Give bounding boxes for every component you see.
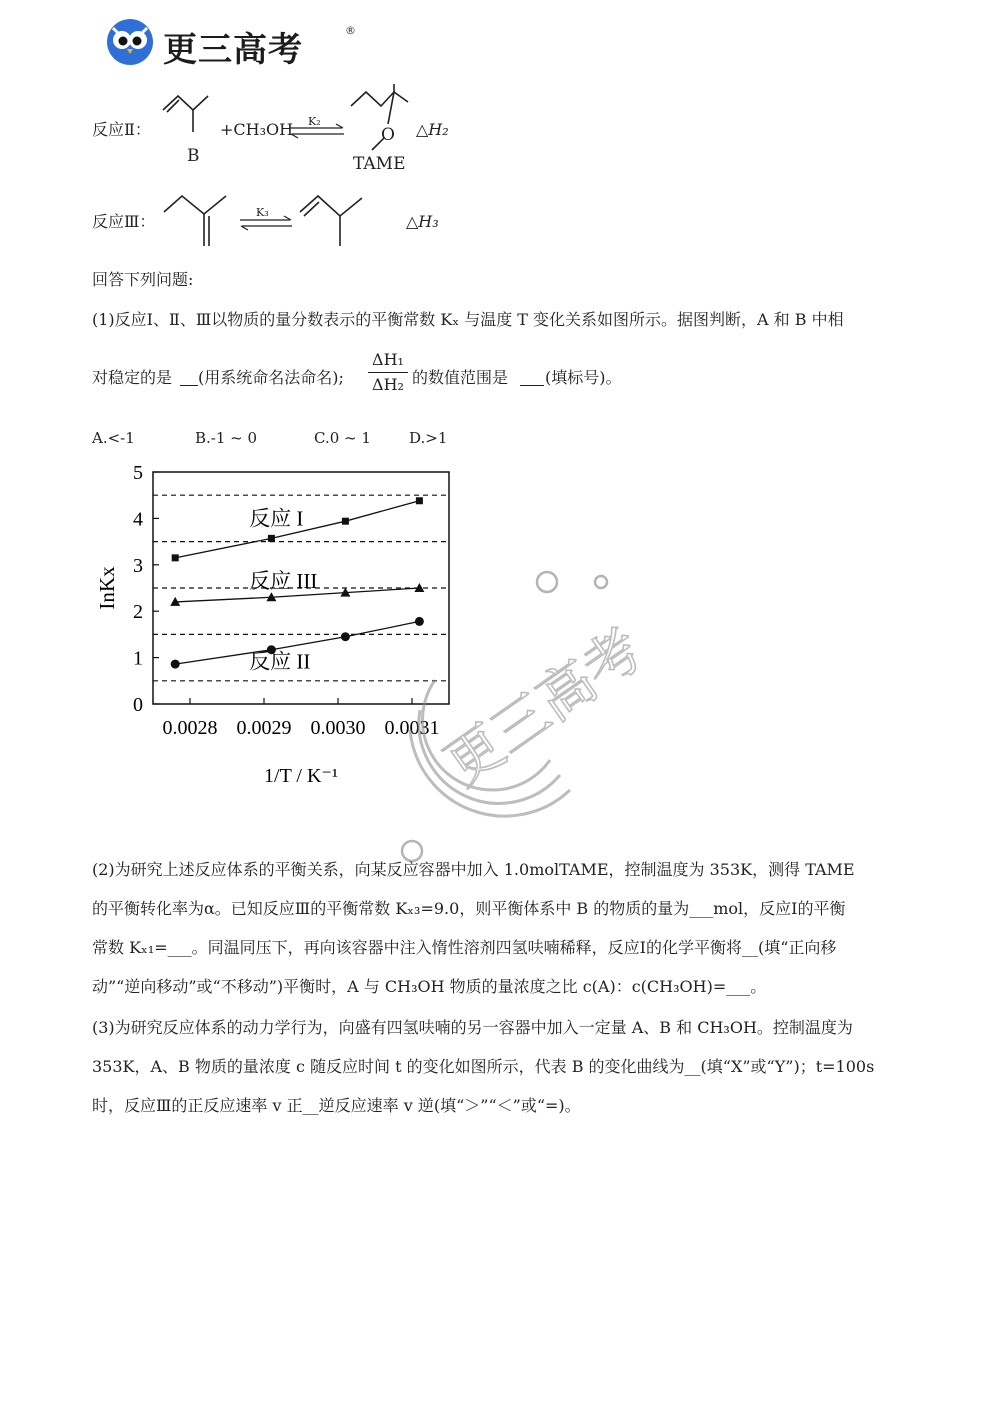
series-0-point-3 <box>416 497 423 504</box>
watermark-text: 更三高考 <box>435 618 655 798</box>
reaction3-label: 反应Ⅲ： <box>92 212 156 231</box>
fraction-numerator: ΔH₁ <box>372 350 404 369</box>
molecule-b-label: B <box>187 146 200 166</box>
q1-line2-b: (用系统命名法命名); <box>198 368 344 387</box>
q2-line4: 动”“逆向移动”或“不移动”)平衡时，A 与 CH₃OH 物质的量浓度之比 c(A)：c(CH₃OH)=___。 <box>92 977 767 996</box>
molecule-b-structure-2 <box>296 190 372 250</box>
dh-ratio-fraction <box>368 350 408 395</box>
reaction2-dh: △H₂ <box>416 120 449 139</box>
q1-line2-c: 的数值范围是 <box>412 368 509 387</box>
q1-option-d: D.>1 <box>409 429 448 447</box>
tame-oxygen-label: O <box>381 125 395 145</box>
q2-line3: 常数 Kₓ₁=___。同温同压下，再向该容器中注入惰性溶剂四氢呋喃稀释，反应Ⅰ的化学平衡将__(填“正向移 <box>92 938 837 957</box>
equilibrium-arrow-icon-2 <box>238 216 294 230</box>
watermark-circle-bottom <box>402 841 422 861</box>
series-0-point-0 <box>172 554 179 561</box>
molecule-a-structure <box>160 190 236 250</box>
y-tick-label-4: 4 <box>133 508 143 531</box>
q3-line2: 353K，A、B 物质的量浓度 c 随反应时间 t 的变化如图所示，代表 B 的变化曲线为__(填“X”或“Y”)；t=100s <box>92 1057 875 1076</box>
y-axis-label: InKx <box>95 566 119 610</box>
series-label-0: 反应 I <box>249 506 304 531</box>
q1-option-c: C.0 ~ 1 <box>314 429 371 447</box>
brand-header <box>105 18 365 68</box>
q1-option-a: A.<-1 <box>92 429 135 447</box>
q2-line1: (2)为研究上述反应体系的平衡关系，向某反应容器中加入 1.0molTAME，控制温度为 353K，测得 TAME <box>92 860 855 879</box>
fraction-bar <box>368 372 408 373</box>
y-tick-label-3: 3 <box>133 554 143 577</box>
q2-line2: 的平衡转化率为α。已知反应Ⅲ的平衡常数 Kₓ₃=9.0，则平衡体系中 B 的物质的量为___mol，反应Ⅰ的平衡 <box>92 899 846 918</box>
q3-line1: (3)为研究反应体系的动力学行为，向盛有四氢呋喃的另一容器中加入一定量 A、B 和 CH₃OH。控制温度为 <box>92 1018 853 1037</box>
series-2-point-0 <box>171 660 180 669</box>
reaction3-k: K₃ <box>256 206 269 219</box>
brand-name: 更三高考 <box>163 30 303 70</box>
x-axis-label: 1/T / K⁻¹ <box>264 765 338 787</box>
brand-registered-mark: ® <box>345 24 356 37</box>
fraction-denominator: ΔH₂ <box>372 375 404 394</box>
watermark-circle-large <box>537 572 557 592</box>
q1-line2-d: (填标号)。 <box>545 368 622 387</box>
q1-blank-1 <box>180 368 198 386</box>
y-tick-label-5: 5 <box>133 462 143 484</box>
tame-label: TAME <box>353 154 406 174</box>
series-0-point-2 <box>342 518 349 525</box>
y-tick-label-1: 1 <box>133 647 143 670</box>
q1-option-b: B.-1 ~ 0 <box>195 429 258 447</box>
reaction3-dh: △H₃ <box>406 212 439 231</box>
x-tick-label-2: 0.0030 <box>310 717 366 739</box>
reaction2-reagent: +CH₃OH <box>220 120 294 139</box>
q1-blank-2 <box>520 368 544 386</box>
reaction2-label: 反应Ⅱ： <box>92 120 151 139</box>
x-tick-label-3: 0.0031 <box>384 717 440 739</box>
q3-line3: 时，反应Ⅲ的正反应速率 v 正__逆反应速率 v 逆(填“＞”“＜”或“=)。 <box>92 1096 581 1115</box>
q1-line2-a: 对稳定的是 <box>92 368 173 387</box>
y-tick-label-0: 0 <box>133 694 143 716</box>
molecule-b-structure <box>158 88 218 138</box>
reaction2-k: K₂ <box>308 115 321 128</box>
x-tick-label-1: 0.0029 <box>236 717 292 739</box>
owl-logo-icon <box>105 18 155 66</box>
x-tick-label-0: 0.0028 <box>162 717 218 739</box>
watermark-stamp <box>390 560 655 870</box>
y-tick-label-2: 2 <box>133 601 143 624</box>
series-2-point-2 <box>341 632 350 641</box>
intro-text: 回答下列问题: <box>92 270 194 289</box>
q1-line1: (1)反应Ⅰ、Ⅱ、Ⅲ以物质的量分数表示的平衡常数 Kₓ 与温度 T 变化关系如图所示。据图判断，A 和 B 中相 <box>92 310 844 329</box>
series-label-1: 反应 III <box>249 569 318 594</box>
equilibrium-arrow-icon <box>288 124 346 138</box>
watermark-circle-small <box>595 576 607 588</box>
series-label-2: 反应 II <box>249 649 311 674</box>
series-0-point-1 <box>268 535 275 542</box>
